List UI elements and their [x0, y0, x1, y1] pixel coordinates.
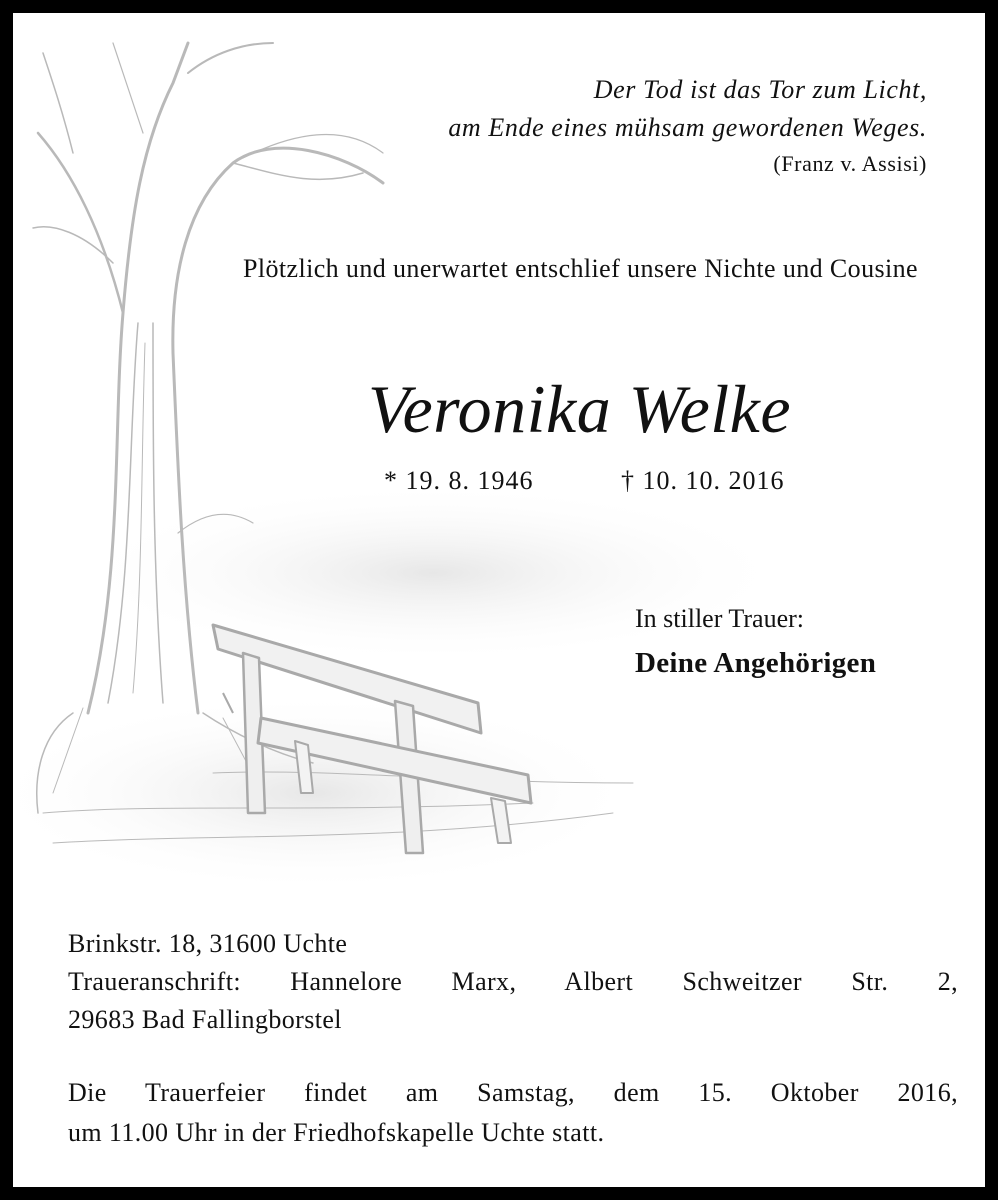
- quote-line-2: am Ende eines mühsam gewordenen Weges.: [448, 113, 927, 142]
- death-date: † 10. 10. 2016: [621, 466, 785, 495]
- address-block: [68, 925, 958, 1039]
- quote-line-1: Der Tod ist das Tor zum Licht,: [593, 75, 927, 104]
- intro-text: Plötzlich und unerwartet entschlief unsere Nichte und Cousine: [243, 254, 918, 283]
- mourning-phrase: In stiller Trauer:: [635, 604, 804, 633]
- birth-date: * 19. 8. 1946: [384, 466, 534, 495]
- address-line-3: 29683 Bad Fallingborstel: [68, 1005, 342, 1034]
- mourning-family: Deine Angehörigen: [635, 647, 877, 679]
- address-line-1: Brinkstr. 18, 31600 Uchte: [68, 929, 348, 958]
- service-line-1: Die Trauerfeier findet am Samstag, dem 15. Oktober 2016,: [68, 1078, 958, 1107]
- quote-block: [448, 71, 927, 181]
- deceased-name: Veronika Welke: [368, 371, 792, 447]
- mourning-block: [635, 597, 876, 685]
- quote-source: (Franz v. Assisi): [773, 151, 927, 176]
- address-line-2: Traueranschrift: Hannelore Marx, Albert Schweitzer Str. 2,: [68, 967, 958, 996]
- service-block: [68, 1073, 958, 1153]
- service-line-2: um 11.00 Uhr in der Friedhofskapelle Uchte statt.: [68, 1118, 605, 1147]
